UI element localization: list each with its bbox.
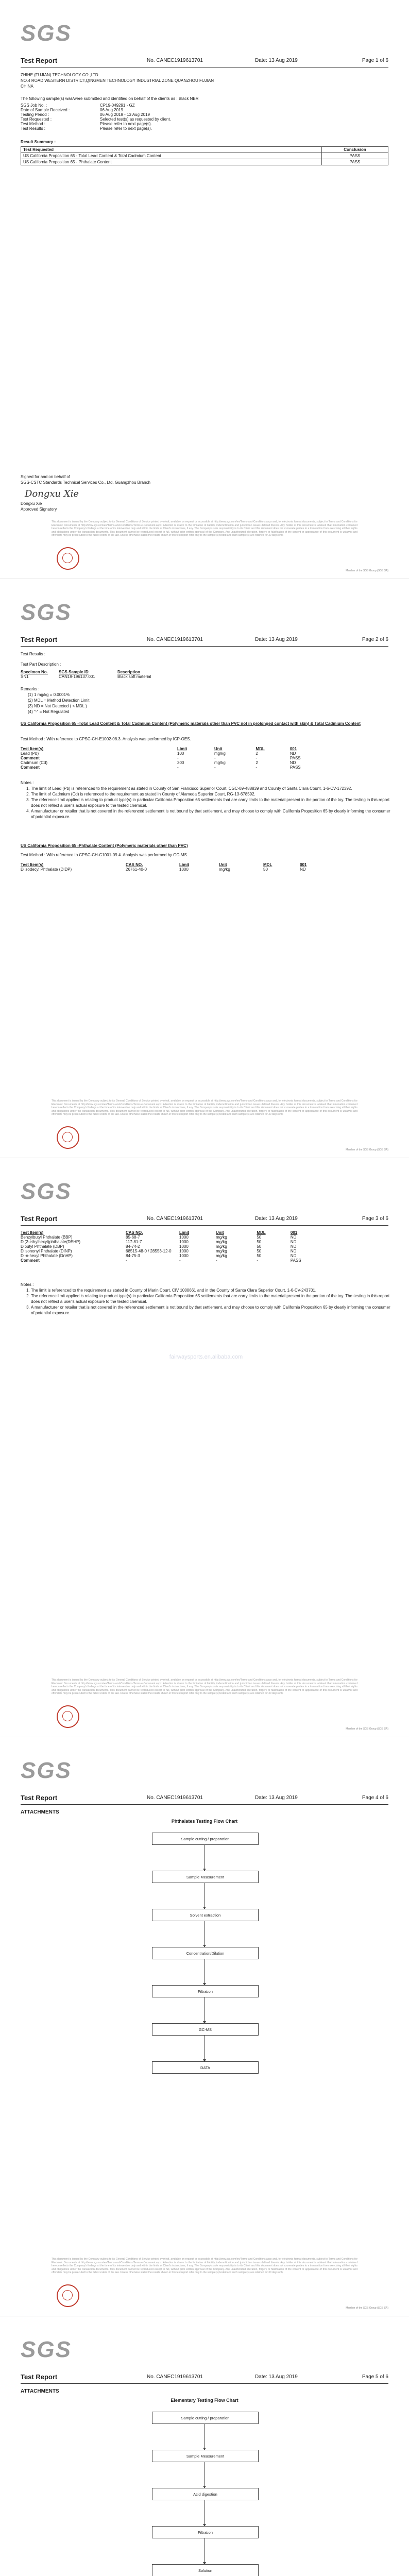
results-cell: ND [289,760,296,765]
results-cell: - [255,756,258,760]
results-cell: 50 [257,1249,262,1253]
results-header: CAS NO. [126,862,143,867]
flow-arrow-icon [204,2500,205,2526]
specimen-row [20,674,152,679]
report-page-2 [0,579,409,1158]
results-cell: 1000 [179,1240,189,1244]
notes-title: Notes : [21,781,34,785]
results-cell: Comment [21,765,40,770]
info-label: Testing Period : [21,112,49,117]
page-header [21,57,388,64]
report-page-5 [0,2316,409,2576]
results-header: 001 [300,862,307,867]
results-row [20,765,329,770]
sgs-seal-icon [57,547,79,570]
client-line: ZHIHE (FUJIAN) TECHNOLOGY CO.,LTD. [21,73,99,77]
results-row [20,867,329,872]
results-cell: 1000 [179,867,189,872]
report-title: Test Report [21,1794,58,1802]
general-conditions-text: This document is issued by the Company subject to its General Conditions of Service printed overleaf, available on request or accessible at http://www.sgs.com/en/Terms-and-Conditions.aspx and, for electronic format documents, subject to Terms and Conditions for Electronic Documents at http://www.sgs.com/en/Terms-and-Conditions/Terms-e-Document.aspx. Attention is drawn to the limitation of liability, indemnification and jurisdiction issues defined therein. Any holder of this document is advised that information contained hereon reflects the Company's findings at the time of its intervention only and within the limits of Client's instructions, if any. The Company's sole responsibility is to its Client and this document does not exonerate parties to a transaction from exercising all their rights and obligations under the transaction documents. This document cannot be reproduced except in full, without prior written approval of the Company. Any unauthorized alteration, forgery or falsification of the content or appearance of this document is unlawful and offenders may be prosecuted to the fullest extent of the law. Unless otherwise stated the results shown in this test report refer only to the sample(s) tested and such sample(s) are retained for 30 days only. [52,2258,357,2274]
report-title: Test Report [21,1215,58,1223]
results-row [20,1235,329,1240]
elementary-flowchart [103,2412,306,2576]
specimen-header-row [20,670,152,674]
attachments-title: ATTACHMENTS [21,1809,59,1815]
results-cell: mg/kg [214,760,226,765]
info-value: 06 Aug 2019 - 13 Aug 2019 [100,112,150,117]
flow-step: Filtration [152,1985,259,1997]
general-conditions-text: This document is issued by the Company subject to its General Conditions of Service printed overleaf, available on request or accessible at http://www.sgs.com/en/Terms-and-Conditions.aspx and, for electronic format documents, subject to Terms and Conditions for Electronic Documents at http://www.sgs.com/en/Terms-and-Conditions/Terms-e-Document.aspx. Attention is drawn to the limitation of liability, indemnification and jurisdiction issues defined therein. Any holder of this document is advised that information contained hereon reflects the Company's findings at the time of its intervention only and within the limits of Client's instructions, if any. The Company's sole responsibility is to its Client and this document does not exonerate parties to a transaction from exercising all their rights and obligations under the transaction documents. This document cannot be reproduced except in full, without prior written approval of the Company. Any unauthorized alteration, forgery or falsification of the content or appearance of this document is unlawful and offenders may be prosecuted to the fullest extent of the law. Unless otherwise stated the results shown in this test report refer only to the sample(s) tested and such sample(s) are retained for 30 days only. [52,1099,357,1116]
flow-step: Filtration [152,2526,259,2538]
result-summary-title: Result Summary : [21,140,56,144]
results-cell: 50 [257,1240,262,1244]
info-value: Selected test(s) as requested by client. [100,117,171,122]
results-header-row [20,747,329,751]
general-conditions-text: This document is issued by the Company subject to its General Conditions of Service printed overleaf, available on request or accessible at http://www.sgs.com/en/Terms-and-Conditions.aspx and, for electronic format documents, subject to Terms and Conditions for Electronic Documents at http://www.sgs.com/en/Terms-and-Conditions/Terms-e-Document.aspx. Attention is drawn to the limitation of liability, indemnification and jurisdiction issues defined therein. Any holder of this document is advised that information contained hereon reflects the Company's findings at the time of its intervention only and within the limits of Client's instructions, if any. The Company's sole responsibility is to its Client and this document does not exonerate parties to a transaction from exercising all their rights and obligations under the transaction documents. This document cannot be reproduced except in full, without prior written approval of the Company. Any unauthorized alteration, forgery or falsification of the content or appearance of this document is unlawful and offenders may be prosecuted to the fullest extent of the law. Unless otherwise stated the results shown in this test report refer only to the sample(s) tested and such sample(s) are retained for 30 days only. [52,1679,357,1695]
results-cell: 1000 [179,1249,189,1253]
remark-line: (4) "-" = Not Regulated [28,709,70,714]
summary-row [21,153,388,159]
summary-test: US California Proposition 65 - Phthalate Content [21,159,322,165]
results-cell: 300 [177,760,184,765]
sgs-logo: SGS [21,1758,72,1783]
results-cell: 50 [257,1244,262,1249]
flow-step: Sample cutting / preparation [152,1833,259,1845]
info-value: CP19-049291 - GZ [100,103,135,108]
report-number: No. CANEC1919613701 [147,1216,203,1222]
results-header: MDL [257,1230,266,1235]
report-date: Date: 13 Aug 2019 [255,58,298,63]
results-cell: - [214,756,216,760]
page-header [21,1794,388,1801]
results-cell: Benzylbutyl Phthalate (BBP) [21,1235,73,1240]
results-row [20,1253,329,1258]
results-cell: 117-81-7 [126,1240,142,1244]
results-row [20,1249,329,1253]
report-page-1 [0,0,409,579]
attachments-title: ATTACHMENTS [21,2388,59,2394]
results-cell: 1000 [179,1244,189,1249]
results-cell: 84-75-3 [126,1253,140,1258]
results-cell: mg/kg [219,867,230,872]
results-cell: mg/kg [216,1253,227,1258]
results-cell: 1000 [179,1253,189,1258]
results-cell: ND [290,1235,297,1240]
results-cell: 84-74-2 [126,1244,140,1249]
report-date: Date: 13 Aug 2019 [255,637,298,642]
flowchart-title: Elementary Testing Flow Chart [171,2398,238,2403]
results-cell: mg/kg [216,1249,227,1253]
flow-step: DATA [152,2061,259,2074]
remark-line: (3) ND = Not Detected ( < MDL ) [28,704,87,708]
sgs-seal-icon [57,1705,79,1728]
results-cell: 50 [257,1253,262,1258]
summary-header-test: Test Requested [21,147,322,153]
results-row [20,1244,329,1249]
results-cell: ND [290,1253,297,1258]
results-cell: PASS [289,765,301,770]
results-row [20,756,329,760]
sgs-logo: SGS [21,2337,72,2362]
results-cell: 85-68-7 [126,1235,140,1240]
results-cell: ND [289,751,296,756]
info-label: Date of Sample Received : [21,108,70,112]
flow-step: Solution [152,2564,259,2576]
report-title: Test Report [21,636,58,643]
header-rule [21,1804,388,1805]
info-value: Please refer to next page(s). [100,122,152,126]
note-item: 2. The limit of Cadmium (Cd) is referenced to the requirement as stated in County of Alameda Superior Court, RG-13-678592. [31,791,391,797]
results-cell: 50 [263,867,268,872]
signer-title: Approved Signatory [21,507,57,512]
results-cell: - [126,1258,127,1263]
sgs-seal-icon [57,1126,79,1149]
report-number: No. CANEC1919613701 [147,1795,203,1801]
section-title-phthalate: US California Proposition 65 -Phthalate Content (Polymeric materials other than PVC) [21,843,188,848]
sgs-seal-icon [57,2284,79,2307]
results-cell: 2 [255,760,258,765]
flow-step: Acid digestion [152,2488,259,2500]
summary-test: US California Proposition 65 - Total Lead Content & Total Cadmium Content [21,153,322,159]
client-line: NO.4 ROAD WESTERN DISTRICT,QINGMEN TECHNOLOGY INDUSTRIAL ZONE QUANZHOU FUJIAN [21,78,214,83]
results-header: Limit [177,747,188,751]
results-row [20,1258,329,1263]
flow-arrow-icon [204,2538,205,2564]
note-item: 4. A manufacturer or retailer that is not covered in the referenced settlement is not bound by that settlement, and may choose to comply with California Proposition 65 by clearly informing the consumer of potential exposure. [31,808,391,820]
report-date: Date: 13 Aug 2019 [255,1795,298,1801]
results-header: 001 [289,747,297,751]
results-header: Limit [179,862,190,867]
info-label: SGS Job No. : [21,103,47,108]
header-rule [21,646,388,647]
note-item: 3. The reference limit applied is relating to product type(s) in particular California Proposition 65 settlements that are carry limits to the material present in the portion of the toy. The testing in this report does not reflect a user's actual exposure to the tested chemical. [31,797,391,808]
results-header-row [20,1230,329,1235]
results-cell: 50 [257,1235,262,1240]
signed-org: SGS-CSTC Standards Technical Services Co., Ltd. Guangzhou Branch [21,480,150,485]
header-rule [21,1225,388,1226]
specimen-cell: CAN19-196137.001 [59,674,95,679]
results-cell: Comment [21,1258,40,1263]
results-header: MDL [255,747,265,751]
results-cell: mg/kg [216,1235,227,1240]
results-header: 001 [290,1230,298,1235]
results-cell: Lead (Pb) [21,751,39,756]
client-line: CHINA [21,84,33,89]
results-cell: - [177,765,179,770]
section-method: Test Method : With reference to CPSC-CH-C1001-09.4. Analysis was performed by GC-MS. [21,853,189,857]
flow-arrow-icon [204,1883,205,1909]
test-part-label: Test Part Description : [21,662,61,667]
flow-step: Sample Measurement [152,2450,259,2462]
results-header: Test Item(s) [21,862,44,867]
results-cell: - [179,1258,181,1263]
results-cell: 100 [177,751,184,756]
member-footer: Member of the SGS Group (SGS SA) [346,1727,388,1731]
report-number: No. CANEC1919613701 [147,58,203,63]
report-number: No. CANEC1919613701 [147,637,203,642]
sgs-logo: SGS [21,600,72,625]
info-value: 06 Aug 2019 [100,108,123,112]
results-cell: 2 [255,751,258,756]
results-cell: PASS [290,1258,301,1263]
results-row [20,760,329,765]
results-cell: mg/kg [214,751,226,756]
info-value: Please refer to next page(s). [100,126,152,131]
results-cell: - [177,756,179,760]
general-conditions-text: This document is issued by the Company subject to its General Conditions of Service printed overleaf, available on request or accessible at http://www.sgs.com/en/Terms-and-Conditions.aspx and, for electronic format documents, subject to Terms and Conditions for Electronic Documents at http://www.sgs.com/en/Terms-and-Conditions/Terms-e-Document.aspx. Attention is drawn to the limitation of liability, indemnification and jurisdiction issues defined therein. Any holder of this document is advised that information contained hereon reflects the Company's findings at the time of its intervention only and within the limits of Client's instructions, if any. The Company's sole responsibility is to its Client and this document does not exonerate parties to a transaction from exercising all their rights and obligations under the transaction documents. This document cannot be reproduced except in full, without prior written approval of the Company. Any unauthorized alteration, forgery or falsification of the content or appearance of this document is unlawful and offenders may be prosecuted to the fullest extent of the law. Unless otherwise stated the results shown in this test report refer only to the sample(s) tested and such sample(s) are retained for 30 days only. [52,520,357,537]
page-header [21,2373,388,2380]
flow-arrow-icon [204,2424,205,2450]
report-number: No. CANEC1919613701 [147,2374,203,2380]
summary-header-row [21,147,388,153]
phthalate-table-part2 [20,1230,329,1263]
flow-step: Sample Measurement [152,1871,259,1883]
signer-name: Dongxu Xie [21,501,42,506]
results-header: Unit [219,862,227,867]
results-cell: Diisodecyl Phthalate (DIDP) [21,867,72,872]
results-header: MDL [263,862,272,867]
notes-list [21,786,391,820]
results-row [20,1240,329,1244]
flow-step: Solvent extraction [152,1909,259,1921]
summary-row [21,159,388,165]
flow-step: Sample cutting / preparation [152,2412,259,2424]
results-cell: - [257,1258,258,1263]
summary-conclusion: PASS [322,153,388,159]
flow-step: Concentration/Dilution [152,1947,259,1959]
flowchart-title: Phthalates Testing Flow Chart [171,1819,238,1824]
specimen-header: Description [117,670,141,674]
page-number: Page 5 of 6 [362,2374,388,2380]
lead-cadmium-table [20,747,329,770]
results-cell: PASS [289,756,301,760]
member-footer: Member of the SGS Group (SGS SA) [346,2307,388,2310]
specimen-cell: SN1 [21,674,29,679]
flow-arrow-icon [204,2462,205,2488]
results-header: Limit [179,1230,190,1235]
sample-info-table [20,103,172,131]
signed-for: Signed for and on behalf of [21,474,71,479]
page-number: Page 4 of 6 [362,1795,388,1801]
remark-line: (2) MDL = Method Detection Limit [28,698,90,703]
result-summary-table [21,146,388,165]
results-cell: 68515-48-0 / 28553-12-0 [126,1249,172,1253]
intro-text: The following sample(s) was/were submitted and identified on behalf of the clients as : Black NBR [21,96,199,101]
results-cell: Dibutyl Phthalate (DBP) [21,1244,64,1249]
flow-arrow-icon [204,1997,205,2023]
remark-line: (1) 1 mg/kg = 0.0001% [28,692,70,697]
notes-title: Notes : [21,1282,34,1287]
results-cell: - [255,765,258,770]
report-date: Date: 13 Aug 2019 [255,1216,298,1222]
remarks [21,686,90,715]
info-row [20,117,172,122]
info-row [20,103,172,108]
remarks-title: Remarks : [21,687,40,691]
watermark-text: fairwaysports.en.alibaba.com [169,1354,243,1360]
specimen-cell: Black soft material [117,674,151,679]
results-header: Unit [214,747,223,751]
section-title-lead-cadmium: US California Proposition 65 -Total Lead Content & Total Cadmium Content (Polymeric materials other than PVC not in prolonged contact with skin) & Total Cadmium Content [21,721,361,726]
report-title: Test Report [21,2373,58,2381]
results-cell: ND [290,1240,297,1244]
info-label: Test Requested : [21,117,52,122]
report-title: Test Report [21,57,58,64]
signature: Dongxu Xie [25,488,79,499]
results-cell: 1000 [179,1235,189,1240]
summary-conclusion: PASS [322,159,388,165]
report-page-4 [0,1737,409,2316]
info-row [20,126,172,131]
note-item: 1. The limit of Lead (Pb) is referenced to the requirement as stated in County of San Francisco Superior Court, CGC-09-488839 and County of Santa Clara Count, 1-6-CV-172392. [31,786,391,791]
results-header-row [20,862,329,867]
results-cell: Di-n-hexyl Phthalate (DnHP) [21,1253,73,1258]
info-label: Test Method : [21,122,46,126]
results-cell: mg/kg [216,1240,227,1244]
notes-list [21,1287,391,1316]
results-cell: - [216,1258,217,1263]
note-item: 1. The limit is referenced to the requirement as stated in County of Marin Court, CIV 1000661 and in the County of Santa Clara Superior Court, 1-6-CV-243701. [31,1287,391,1293]
results-header: Test Item(s) [21,1230,44,1235]
note-item: 3. A manufacturer or retailer that is not covered in the referenced settlement is not bound by that settlement, and may choose to comply with California Proposition 65 by clearly informing the consumer of potential exposure. [31,1304,391,1316]
results-cell: ND [290,1244,297,1249]
sgs-logo: SGS [21,1179,72,1204]
summary-header-conclusion: Conclusion [322,147,388,153]
specimen-header: Specimen No. [21,670,48,674]
section-method: Test Method : With reference to CPSC-CH-E1002-08.3. Analysis was performed by ICP-OES. [21,737,191,741]
note-item: 2. The reference limit applied is relating to product type(s) in particular California Proposition 65 settlements that are carry limits to the material present in the portion of the toy. The testing in this report does not reflect a user's actual exposure to the tested chemical. [31,1293,391,1304]
results-cell: Di(2-ethylhexyl)phthalate(DEHP) [21,1240,81,1244]
header-rule [21,2383,388,2384]
info-row [20,108,172,112]
sgs-logo: SGS [21,21,72,46]
results-cell: Comment [21,756,40,760]
results-header: CAS NO. [126,1230,143,1235]
page-number: Page 3 of 6 [362,1216,388,1222]
member-footer: Member of the SGS Group (SGS SA) [346,569,388,572]
flow-arrow-icon [204,1959,205,1985]
page-header [21,636,388,643]
phthalates-flowchart [103,1833,306,2121]
page-header [21,1215,388,1222]
member-footer: Member of the SGS Group (SGS SA) [346,1148,388,1151]
info-row [20,122,172,126]
flow-arrow-icon [204,1921,205,1947]
results-header: Unit [216,1230,224,1235]
page-number: Page 1 of 6 [362,58,388,63]
results-cell: ND [290,1249,297,1253]
specimen-table [20,670,152,679]
flow-step: GC-MS [152,2023,259,2036]
flow-arrow-icon [204,2035,205,2061]
results-cell: 26761-40-0 [126,867,147,872]
phthalate-table-part1 [20,862,329,872]
info-label: Test Results : [21,126,46,131]
test-results-label: Test Results : [21,652,46,656]
results-cell: mg/kg [216,1244,227,1249]
results-cell: ND [300,867,306,872]
report-date: Date: 13 Aug 2019 [255,2374,298,2380]
report-page-3 [0,1158,409,1737]
results-cell: Diisononyl Phthalate (DINP) [21,1249,72,1253]
results-cell: Cadmium (Cd) [21,760,48,765]
specimen-header: SGS Sample ID [59,670,89,674]
page-number: Page 2 of 6 [362,637,388,642]
info-row [20,112,172,117]
client-address [21,72,214,89]
flow-arrow-icon [204,1844,205,1871]
results-header: Test Item(s) [21,747,44,751]
results-cell: - [214,765,216,770]
results-row [20,751,329,756]
